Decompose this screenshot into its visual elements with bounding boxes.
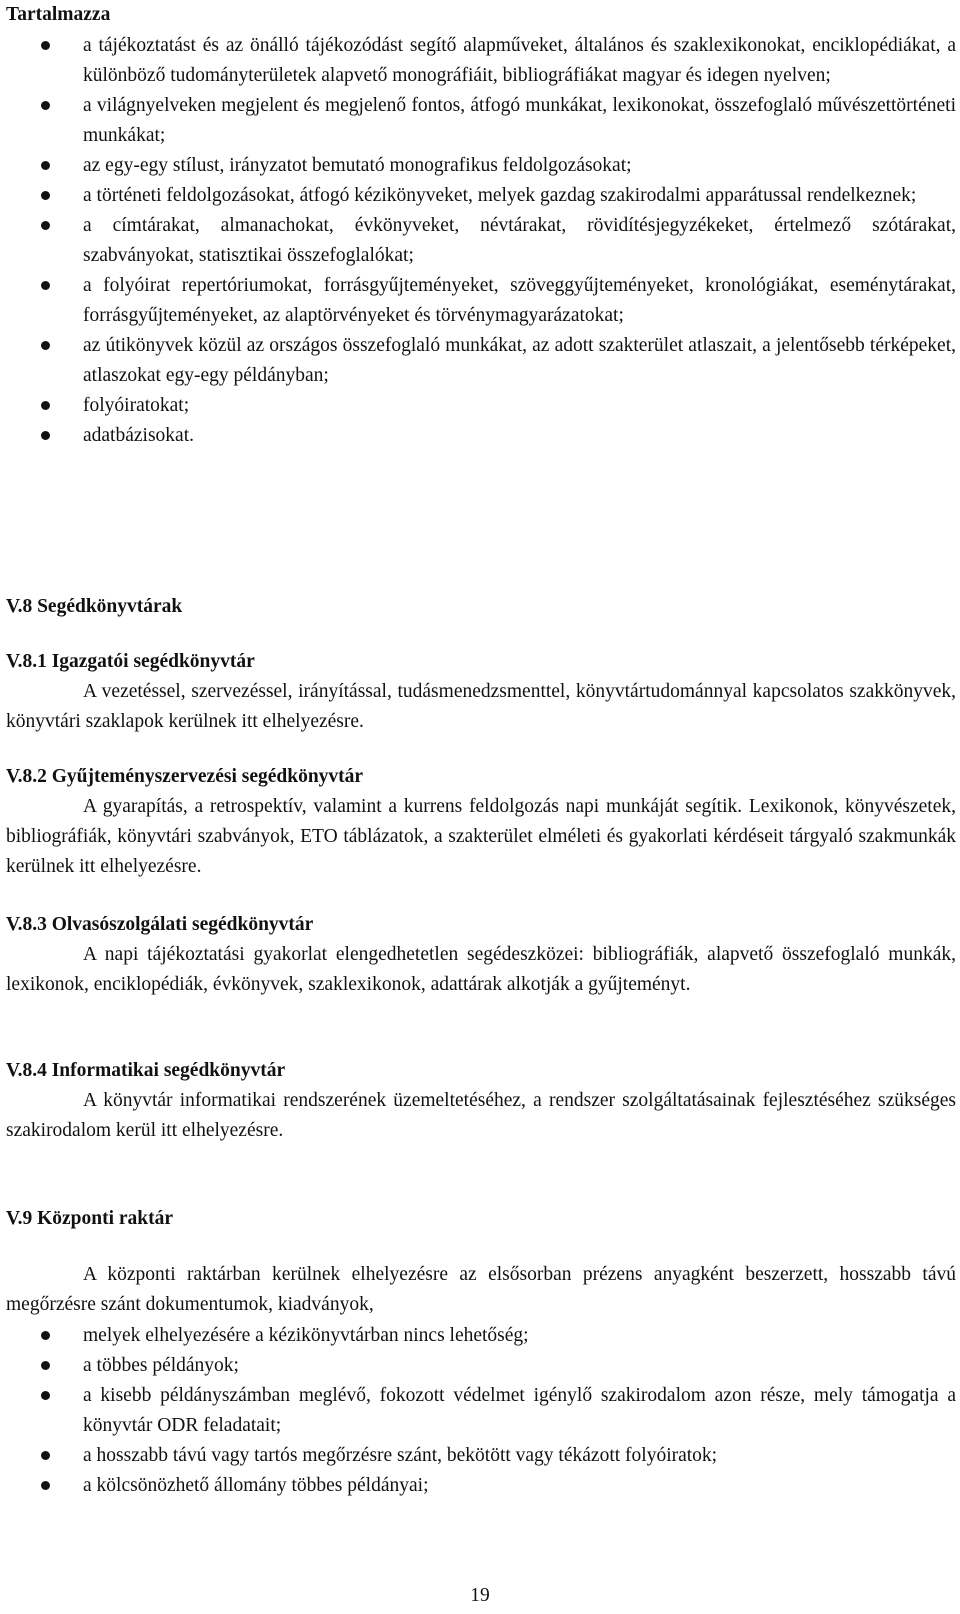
list-item: folyóiratokat; bbox=[6, 391, 956, 421]
document-page bbox=[6, 0, 956, 1614]
bullet-icon bbox=[41, 161, 50, 170]
subsection-title-v83: V.8.3 Olvasószolgálati segédkönyvtár bbox=[6, 914, 314, 935]
toc-list bbox=[6, 31, 956, 451]
list-item: az útikönyvek közül az országos összefoglaló munkákat, az adott szakterület atlaszait, a jelentősebb térképeket, atlaszokat egy-egy példányban; bbox=[6, 331, 956, 391]
list-item: a történeti feldolgozásokat, átfogó kézikönyveket, melyek gazdag szakirodalmi apparátussal rendelkeznek; bbox=[6, 181, 956, 211]
list-item: az egy-egy stílust, irányzatot bemutató monografikus feldolgozásokat; bbox=[6, 151, 956, 181]
bullet-icon bbox=[41, 41, 50, 50]
bullet-icon bbox=[41, 191, 50, 200]
list-item: a hosszabb távú vagy tartós megőrzésre szánt, bekötött vagy tékázott folyóiratok; bbox=[6, 1441, 956, 1471]
list-item: a kölcsönözhető állomány többes példányai; bbox=[6, 1471, 956, 1501]
list-item: a címtárakat, almanachokat, évkönyveket, névtárakat, rövidítésjegyzékeket, értelmező szótárakat, szabványokat, statisztikai összefoglalókat; bbox=[6, 211, 956, 271]
list-item: a világnyelveken megjelent és megjelenő fontos, átfogó munkákat, lexikonokat, összefoglaló művészettörténeti munkákat; bbox=[6, 91, 956, 151]
bullet-icon bbox=[41, 101, 50, 110]
bullet-icon bbox=[41, 281, 50, 290]
storage-list bbox=[6, 1321, 956, 1501]
bullet-icon bbox=[41, 1391, 50, 1400]
bullet-icon bbox=[41, 1331, 50, 1340]
list-item: a tájékoztatást és az önálló tájékozódást segítő alapműveket, általános és szaklexikonokat, enciklopédiákat, a különböző tudományterületek alapvető monográfiáit, bibliográfiákat magyar és idegen nyelven; bbox=[6, 31, 956, 91]
bullet-icon bbox=[41, 1361, 50, 1370]
list-item: a többes példányok; bbox=[6, 1351, 956, 1381]
subsection-text-v84: A könyvtár informatikai rendszerének üzemeltetéséhez, a rendszer szolgáltatásainak fejlesztéséhez szükséges szakirodalom kerül itt elhelyezésre. bbox=[6, 1090, 956, 1141]
list-item: a kisebb példányszámban meglévő, fokozott védelmet igénylő szakirodalom azon része, mely támogatja a könyvtár ODR feladatait; bbox=[6, 1381, 956, 1441]
toc-title: Tartalmazza bbox=[6, 4, 111, 25]
section-title-v8: V.8 Segédkönyvtárak bbox=[6, 596, 183, 617]
bullet-icon bbox=[41, 341, 50, 350]
subsection-text-v82: A gyarapítás, a retrospektív, valamint a kurrens feldolgozás napi munkáját segítik. Lexikonok, könyvészetek, bibliográfiák, könyvtári szabványok, ETO táblázatok, a szakterület elméleti és gyakorlati kérdéseit tárgyaló szakmunkák kerülnek itt elhelyezésre. bbox=[6, 796, 956, 877]
subsection-title-v84: V.8.4 Informatikai segédkönyvtár bbox=[6, 1060, 286, 1081]
list-item: a folyóirat repertóriumokat, forrásgyűjteményeket, szöveggyűjteményeket, kronológiákat, eseménytárakat, forrásgyűjteményeket, az alaptörvényeket és törvénymagyarázatokat; bbox=[6, 271, 956, 331]
subsection-title-v82: V.8.2 Gyűjteményszervezési segédkönyvtár bbox=[6, 766, 364, 787]
subsection-text-v83: A napi tájékoztatási gyakorlat elengedhetetlen segédeszközei: bibliográfiák, alapvető összefoglaló munkák, lexikonok, enciklopédiák, évkönyvek, szaklexikonok, adattárak alkotják a gyűjteményt. bbox=[6, 944, 956, 995]
subsection-text-v81: A vezetéssel, szervezéssel, irányítással, tudásmenedzsmenttel, könyvtártudománnyal kapcsolatos szakkönyvek, könyvtári szaklapok kerülnek itt elhelyezésre. bbox=[6, 681, 956, 732]
bullet-icon bbox=[41, 1481, 50, 1490]
bullet-icon bbox=[41, 221, 50, 230]
page-number: 19 bbox=[470, 1585, 490, 1606]
list-item: melyek elhelyezésére a kézikönyvtárban nincs lehetőség; bbox=[6, 1321, 956, 1351]
bullet-icon bbox=[41, 401, 50, 410]
section-title-v9: V.9 Központi raktár bbox=[6, 1208, 174, 1229]
bullet-icon bbox=[41, 431, 50, 440]
subsection-title-v81: V.8.1 Igazgatói segédkönyvtár bbox=[6, 651, 255, 672]
list-item: adatbázisokat. bbox=[6, 421, 956, 451]
bullet-icon bbox=[41, 1451, 50, 1460]
section-intro-v9: A központi raktárban kerülnek elhelyezésre az elsősorban prézens anyagként beszerzett, hosszabb távú megőrzésre szánt dokumentumok, kiadványok, bbox=[6, 1264, 956, 1315]
